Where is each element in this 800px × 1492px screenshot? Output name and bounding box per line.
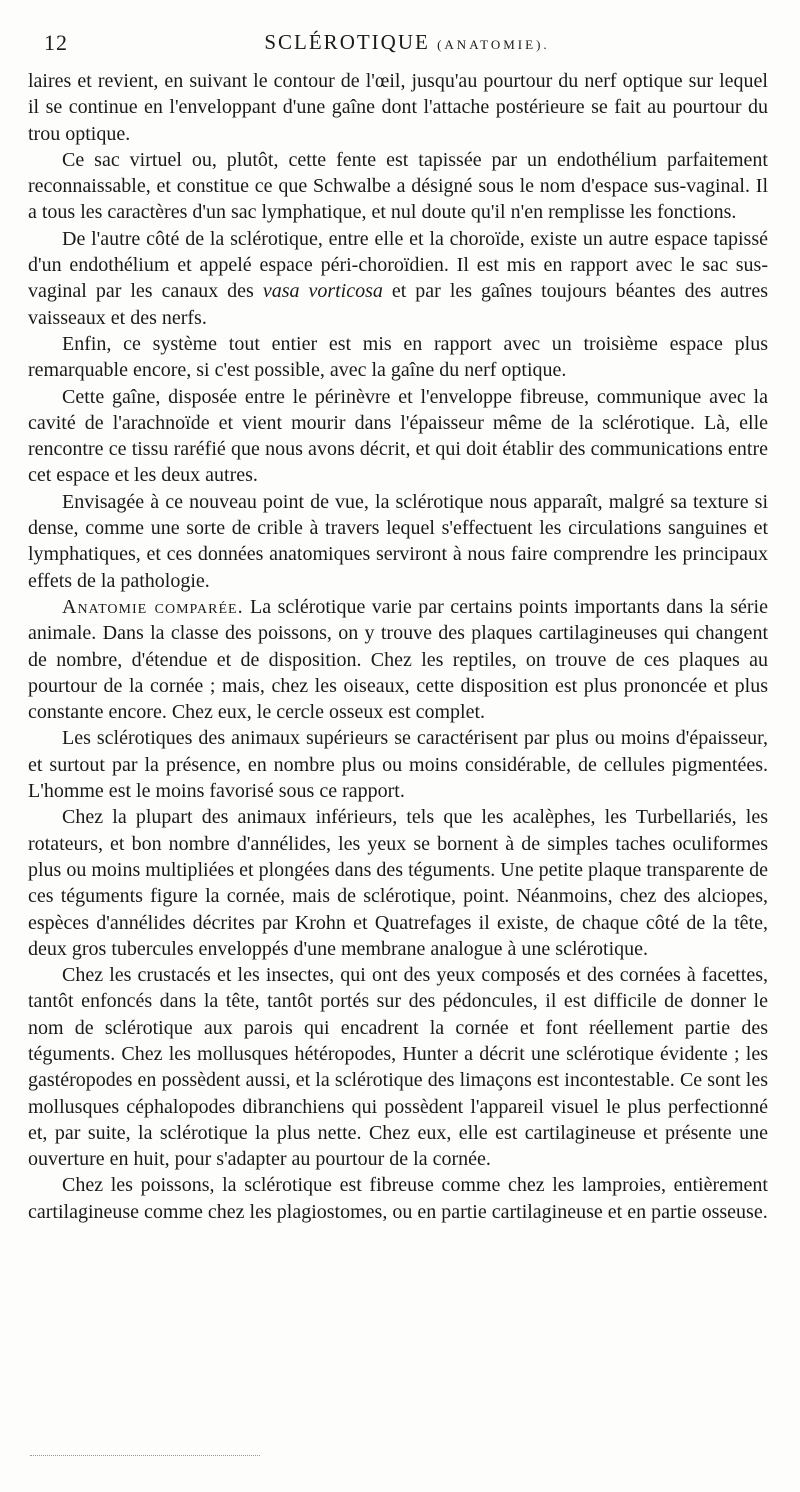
paragraph-10: Chez les crustacés et les insectes, qui ont des yeux composés et des cornées à facettes, tantôt enfoncés dans la tête, tantôt portés sur des pédoncules, il est difficile de donner le nom de sclérotique aux parois qui encadrent la cornée et font réellement partie des téguments. Chez les mollusques hétéropodes, Hunter a décrit une sclérotique évidente ; les gastéropodes en possèdent aussi, et la sclérotique des limaçons est incontestable. Ce sont les mollusques céphalopodes dibranchiens qui possèdent l'appareil visuel le plus perfectionné et, par suite, la sclérotique la plus nette. Chez eux, elle est cartilagineuse et présente une ouverture en huit, pour s'adapter au pourtour de la cornée.: [28, 964, 768, 1171]
page-header: [44, 30, 770, 60]
paragraph-3-text-b: et par les gaînes toujours béantes des autres vaisseaux et des nerfs.: [28, 280, 768, 329]
section-heading-anatomie-comparee: Anatomie comparée.: [62, 595, 244, 618]
running-title-main: SCLÉROTIQUE: [264, 30, 430, 54]
footer-dotted-rule: [30, 1455, 260, 1456]
paragraph-1: laires et revient, en suivant le contour de l'œil, jusqu'au pourtour du nerf optique sur lequel il se continue en l'enveloppant d'une gaîne dont l'attache postérieure se fait au pourtour du trou optique.: [28, 70, 768, 145]
paragraph-3: [28, 226, 768, 331]
paragraph-6: Envisagée à ce nouveau point de vue, la sclérotique nous apparaît, malgré sa texture si dense, comme une sorte de crible à travers lequel s'effectuent les circulations sanguines et lymphatiques, et ces données anatomiques serviront à nous faire comprendre les principaux effets de la pathologie.: [28, 490, 768, 592]
running-title-subtitle: (ANATOMIE).: [437, 37, 550, 52]
body-text: [28, 68, 768, 1225]
paragraph-7-text: La sclérotique varie par certains points importants dans la série animale. Dans la classe des poissons, on y trouve des plaques cartilagineuses qui changent de nombre, d'étendue et de disposition. Chez les reptiles, on trouve de ces plaques au pourtour de la cornée ; mais, chez les oiseaux, cette disposition est plus prononcée et plus constante encore. Chez eux, le cercle osseux est complet.: [28, 595, 768, 724]
paragraph-2: Ce sac virtuel ou, plutôt, cette fente est tapissée par un endothélium parfaitement reconnaissable, et constitue ce que Schwalbe a désigné sous le nom d'espace sus-vaginal. Il a tous les caractères d'un sac lymphatique, et nul doute qu'il n'en remplisse les fonctions.: [28, 148, 768, 224]
paragraph-5: Cette gaîne, disposée entre le périnèvre et l'enveloppe fibreuse, communique avec la cavité de l'arachnoïde et vient mourir dans l'épaisseur même de la sclérotique. Là, elle rencontre ce tissu raréfié que nous avons décrit, et qui doit établir des communications entre cet espace et les deux autres.: [28, 385, 768, 487]
running-title: [44, 30, 770, 55]
paragraph-9: Chez la plupart des animaux inférieurs, tels que les acalèphes, les Turbellariés, les rotateurs, et bon nombre d'annélides, les yeux se bornent à de simples taches oculiformes plus ou moins multipliées et plongées dans des téguments. Une petite plaque transparente de ces téguments figure la cornée, mais de sclérotique, point. Néanmoins, chez des alciopes, espèces d'annélides décrites par Krohn et Quatrefages il existe, de chaque côté de la tête, deux gros tubercules enveloppés d'une membrane analogue à une sclérotique.: [28, 806, 768, 960]
paragraph-8: Les sclérotiques des animaux supérieurs se caractérisent par plus ou moins d'épaisseur, et surtout par la présence, en nombre plus ou moins considérable, de cellules pigmentées. L'homme est le moins favorisé sous ce rapport.: [28, 727, 768, 803]
paragraph-11: Chez les poissons, la sclérotique est fibreuse comme chez les lamproies, entièrement cartilagineuse comme chez les plagiostomes, ou en partie cartilagineuse et en partie osseuse.: [28, 1174, 768, 1223]
paragraph-3-italic-term: vasa vorticosa: [262, 280, 383, 303]
paragraph-7: [28, 594, 768, 725]
page-number: 12: [44, 30, 68, 55]
paragraph-4: Enfin, ce système tout entier est mis en rapport avec un troisième espace plus remarquable encore, si c'est possible, avec la gaîne du nerf optique.: [28, 332, 768, 382]
paragraph-3-text-a: De l'autre côté de la sclérotique, entre elle et la choroïde, existe un autre espace tapissé d'un endothélium et appelé espace péri-choroïdien. Il est mis en rapport avec le sac sus-vaginal par les canaux des: [28, 227, 768, 303]
